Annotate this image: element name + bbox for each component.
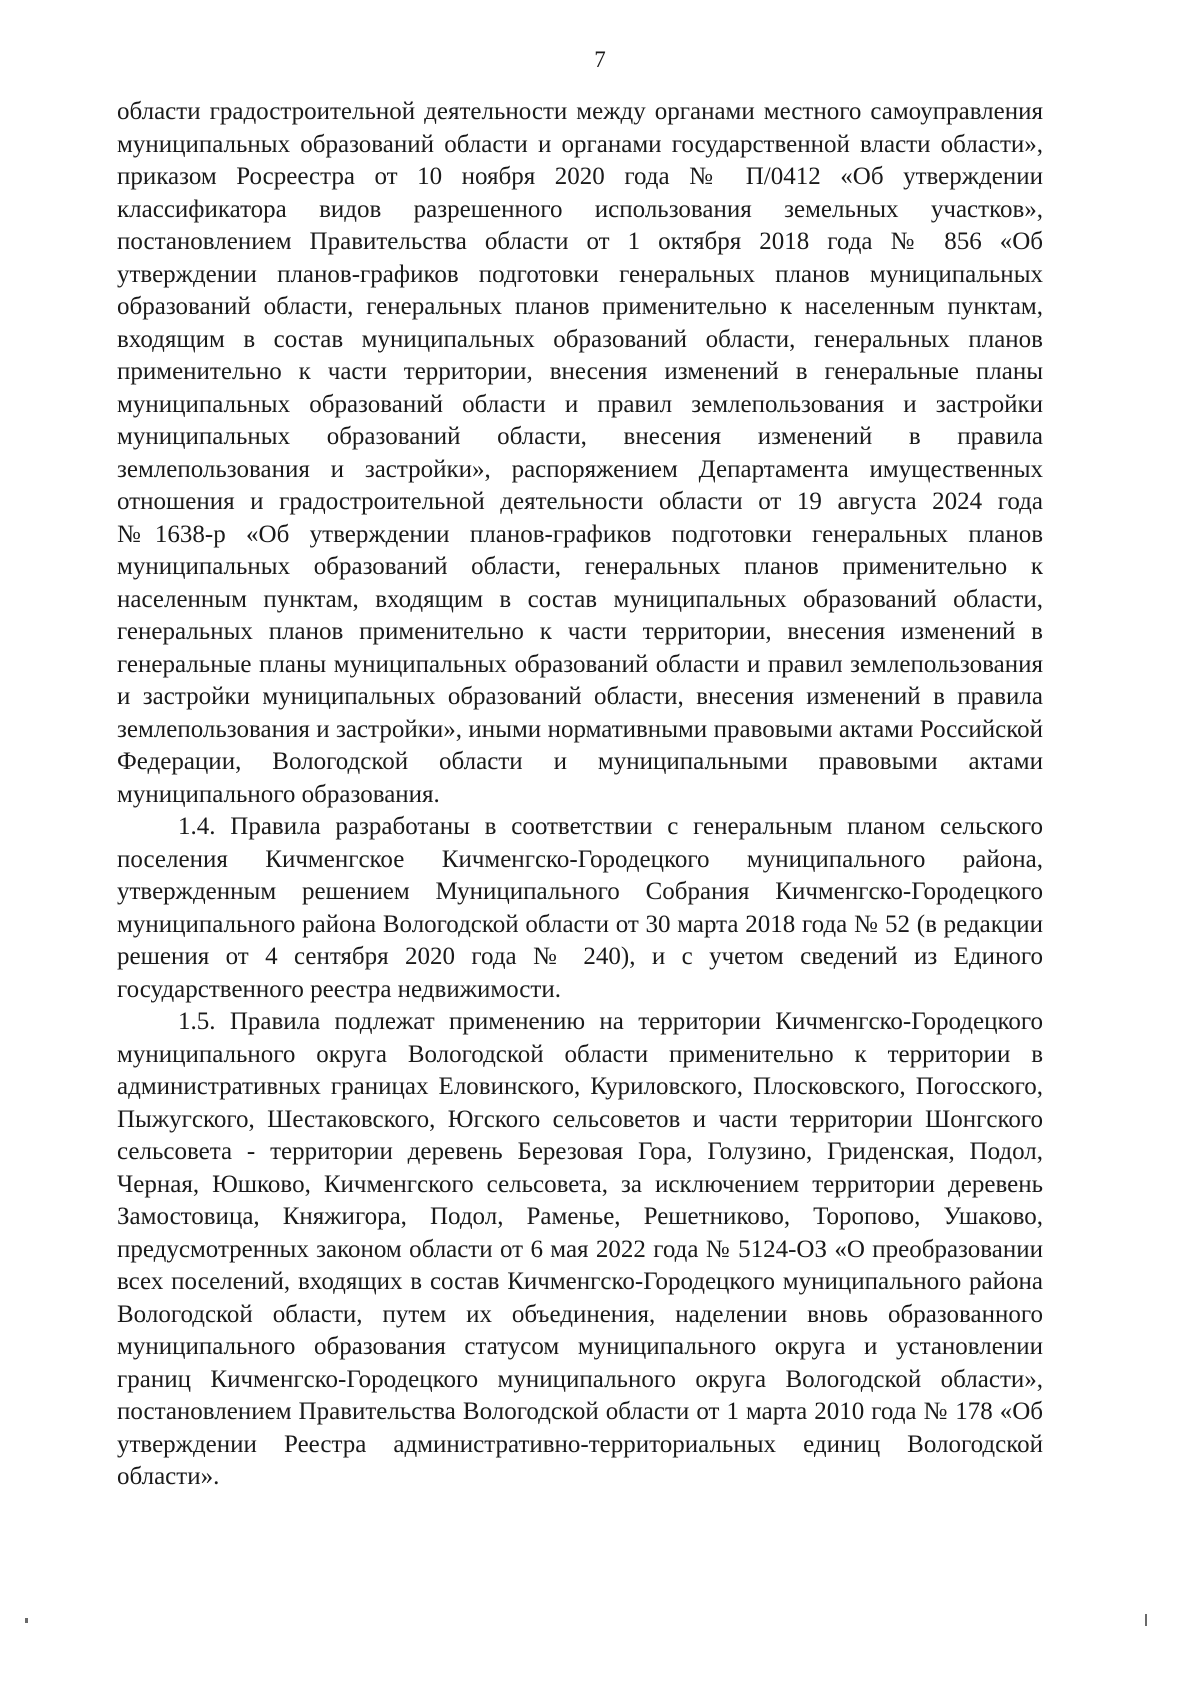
document-body [117,96,1043,1494]
paragraph-clause-1-4: 1.4. Правила разработаны в соответствии с генеральным планом сельского поселения Кичменгское Кичменгско-Городецкого муниципального района, утвержденным решением Муниципального Собрания Кичменгско-Городецкого муниципального района Вологодской области от 30 марта 2018 года № 52 (в редакции решения от 4 сентября 2020 года № 240), и с учетом сведений из Единого государственного реестра недвижимости. [117,813,1043,1003]
scan-speck-left [25,1618,28,1623]
paragraph-clause-1-5: 1.5. Правила подлежат применению на территории Кичменгско-Городецкого муниципального округа Вологодской области применительно к территории в административных границах Еловинского, Куриловского, Плосковского, Погосского, Пыжугского, Шестаковского, Югского сельсоветов и части территории Шонгского сельсовета - территории деревень Березовая Гора, Голузино, Гриденская, Подол, Черная, Юшково, Кичменгского сельсовета, за исключением территории деревень Замостовица, Княжигора, Подол, Раменье, Решетниково, Торопово, Ушаково, предусмотренных законом области от 6 мая 2022 года № 5124-ОЗ «О преобразовании всех поселений, входящих в состав Кичменгско-Городецкого муниципального района Вологодской области, путем их объединения, наделении вновь образованного муниципального образования статусом муниципального округа и установлении границ Кичменгско-Городецкого муниципального округа Вологодской области», постановлением Правительства Вологодской области от 1 марта 2010 года № 178 «Об утверждении Реестра административно-территориальных единиц Вологодской области». [117,1008,1043,1490]
page-number: 7 [594,47,606,72]
paragraph-continuation: области градостроительной деятельности между органами местного самоуправления муниципальных образований области и органами государственной власти области», приказом Росреестра от 10 ноября 2020 года № П/0412 «Об утверждении классификатора видов разрешенного использования земельных участков», постановлением Правительства области от 1 октября 2018 года № 856 «Об утверждении планов-графиков подготовки генеральных планов муниципальных образований области, генеральных планов применительно к населенным пунктам, входящим в состав муниципальных образований области, генеральных планов применительно к части территории, внесения изменений в генеральные планы муниципальных образований области и правил землепользования и застройки муниципальных образований области, внесения изменений в правила землепользования и застройки», распоряжением Департамента имущественных отношения и градостроительной деятельности области от 19 августа 2024 года №1638-р «Об утверждении планов-графиков подготовки генеральных планов муниципальных образований области, генеральных планов применительно к населенным пунктам, входящим в состав муниципальных образований области, генеральных планов применительно к части территории, внесения изменений в генеральные планы муниципальных образований области и правил землепользования и застройки муниципальных образований области, внесения изменений в правила землепользования и застройки», иными нормативными правовыми актами Российской Федерации, Вологодской области и муниципальными правовыми актами муниципального образования. [117,98,1043,808]
scan-speck-right [1145,1614,1147,1626]
